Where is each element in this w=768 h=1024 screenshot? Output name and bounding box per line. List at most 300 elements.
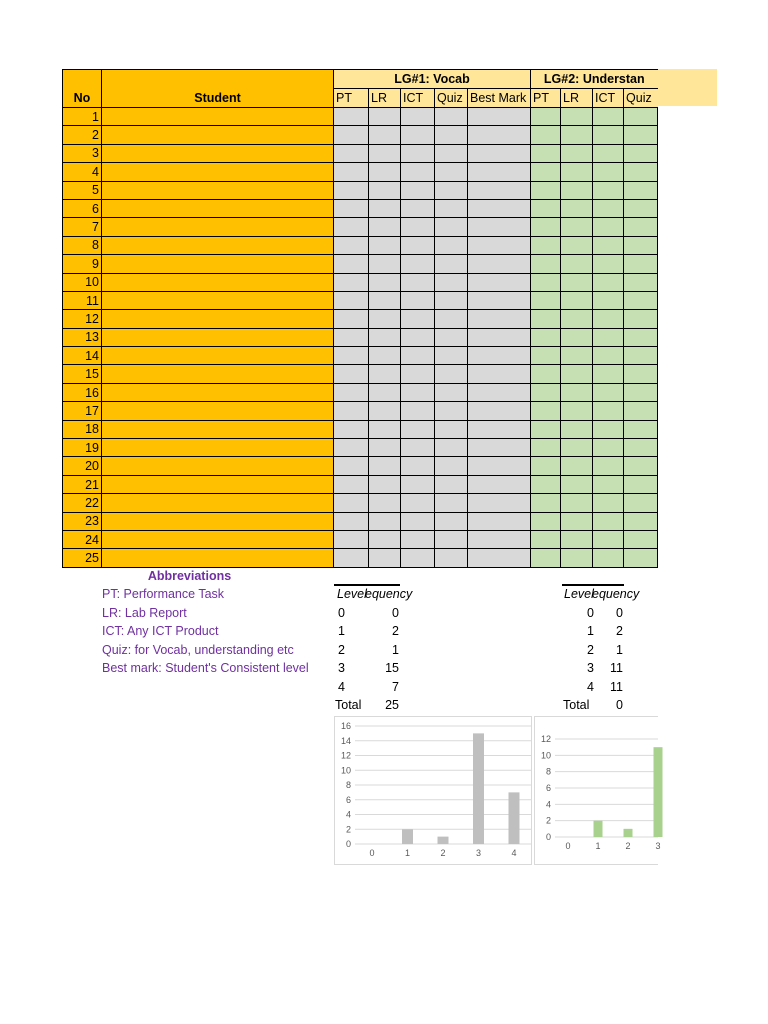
- lg1-score-cell[interactable]: [435, 494, 468, 512]
- lg2-score-cell[interactable]: [561, 365, 593, 383]
- lg2-score-cell[interactable]: [561, 126, 593, 144]
- student-name-cell[interactable]: [102, 347, 334, 365]
- lg1-score-cell[interactable]: [435, 347, 468, 365]
- lg1-score-cell[interactable]: [334, 494, 369, 512]
- lg2-score-cell[interactable]: [561, 494, 593, 512]
- lg2-score-cell[interactable]: [531, 365, 561, 383]
- lg2-score-cell[interactable]: [593, 457, 624, 475]
- lg2-score-cell[interactable]: [531, 291, 561, 309]
- student-name-cell[interactable]: [102, 494, 334, 512]
- freq-row: [334, 678, 414, 696]
- lg1-score-cell[interactable]: [334, 163, 369, 181]
- lg2-score-cell[interactable]: [624, 108, 658, 126]
- lg1-score-cell[interactable]: [369, 255, 401, 273]
- lg2-score-cell[interactable]: [531, 181, 561, 199]
- lg1-score-cell[interactable]: [334, 512, 369, 530]
- lg1-score-cell[interactable]: [334, 255, 369, 273]
- lg2-score-cell[interactable]: [624, 457, 658, 475]
- lg1-score-cell[interactable]: [334, 457, 369, 475]
- lg1-score-cell[interactable]: [468, 420, 531, 438]
- lg1-score-cell[interactable]: [369, 457, 401, 475]
- lg1-score-cell[interactable]: [334, 144, 369, 162]
- lg2-score-cell[interactable]: [561, 530, 593, 548]
- lg2-header-overflow: [657, 69, 717, 106]
- row-number: 23: [63, 512, 102, 530]
- lg1-score-cell[interactable]: [334, 383, 369, 401]
- lg1-score-cell[interactable]: [369, 273, 401, 291]
- lg2-score-cell[interactable]: [593, 181, 624, 199]
- lg2-score-cell[interactable]: [624, 420, 658, 438]
- lg1-score-cell[interactable]: [435, 199, 468, 217]
- lg1-score-cell[interactable]: [468, 273, 531, 291]
- lg2-score-cell[interactable]: [593, 291, 624, 309]
- no-header: No: [63, 89, 102, 108]
- lg2-score-cell[interactable]: [593, 310, 624, 328]
- lg2-score-cell[interactable]: [593, 439, 624, 457]
- freq-total-row: [562, 696, 642, 714]
- freq-level: 1: [587, 624, 594, 639]
- bar: [509, 792, 520, 844]
- lg1-score-cell[interactable]: [401, 494, 435, 512]
- student-name-cell[interactable]: [102, 420, 334, 438]
- lg1-score-cell[interactable]: [468, 530, 531, 548]
- lg1-score-cell[interactable]: [468, 144, 531, 162]
- lg1-score-cell[interactable]: [401, 255, 435, 273]
- lg2-score-cell[interactable]: [593, 273, 624, 291]
- lg2-score-cell[interactable]: [624, 236, 658, 254]
- lg2-score-cell[interactable]: [593, 144, 624, 162]
- lg1-score-cell[interactable]: [401, 347, 435, 365]
- lg1-score-cell[interactable]: [334, 402, 369, 420]
- lg2-score-cell[interactable]: [624, 383, 658, 401]
- lg1-score-cell[interactable]: [468, 163, 531, 181]
- lg1-score-cell[interactable]: [334, 549, 369, 567]
- lg1-score-cell[interactable]: [401, 181, 435, 199]
- student-name-cell[interactable]: [102, 365, 334, 383]
- table-row: [63, 273, 658, 291]
- lg1-score-cell[interactable]: [334, 310, 369, 328]
- lg2-score-cell[interactable]: [531, 199, 561, 217]
- lg2-score-cell[interactable]: [624, 365, 658, 383]
- student-name-cell[interactable]: [102, 144, 334, 162]
- lg1-score-cell[interactable]: [334, 347, 369, 365]
- lg1-score-cell[interactable]: [369, 439, 401, 457]
- student-name-cell[interactable]: [102, 255, 334, 273]
- lg1-score-cell[interactable]: [369, 126, 401, 144]
- lg1-score-cell[interactable]: [401, 420, 435, 438]
- lg2-score-cell[interactable]: [593, 383, 624, 401]
- lg1-score-cell[interactable]: [334, 199, 369, 217]
- lg2-score-cell[interactable]: [531, 439, 561, 457]
- row-number: 18: [63, 420, 102, 438]
- lg1-score-cell[interactable]: [369, 218, 401, 236]
- lg1-score-cell[interactable]: [334, 181, 369, 199]
- lg1-score-cell[interactable]: [468, 236, 531, 254]
- lg2-score-cell[interactable]: [561, 310, 593, 328]
- student-name-cell[interactable]: [102, 273, 334, 291]
- student-name-cell[interactable]: [102, 181, 334, 199]
- lg2-score-cell[interactable]: [531, 475, 561, 493]
- lg1-score-cell[interactable]: [401, 126, 435, 144]
- lg1-score-cell[interactable]: [468, 457, 531, 475]
- lg2-score-cell[interactable]: [531, 420, 561, 438]
- freq-level: 3: [587, 661, 594, 676]
- lg2-score-cell[interactable]: [624, 475, 658, 493]
- lg2-score-cell[interactable]: [624, 512, 658, 530]
- lg2-score-cell[interactable]: [561, 273, 593, 291]
- lg1-score-cell[interactable]: [369, 549, 401, 567]
- lg2-score-cell[interactable]: [561, 181, 593, 199]
- lg1-score-cell[interactable]: [401, 218, 435, 236]
- student-name-cell[interactable]: [102, 236, 334, 254]
- lg2-score-cell[interactable]: [624, 310, 658, 328]
- lg2-score-cell[interactable]: [624, 530, 658, 548]
- lg2-score-cell[interactable]: [561, 347, 593, 365]
- lg1-score-cell[interactable]: [435, 457, 468, 475]
- y-tick-label: 0: [345, 839, 351, 849]
- freq-header: [562, 584, 640, 604]
- lg2-score-cell[interactable]: [624, 163, 658, 181]
- lg1-score-cell[interactable]: [435, 310, 468, 328]
- lg1-score-cell[interactable]: [401, 530, 435, 548]
- row-number: 2: [63, 126, 102, 144]
- lg1-score-cell[interactable]: [435, 328, 468, 346]
- student-name-cell[interactable]: [102, 310, 334, 328]
- lg2-score-cell[interactable]: [624, 181, 658, 199]
- lg1-score-cell[interactable]: [435, 365, 468, 383]
- lg1-score-cell[interactable]: [401, 163, 435, 181]
- lg1-score-cell[interactable]: [435, 420, 468, 438]
- lg1-score-cell[interactable]: [435, 144, 468, 162]
- lg1-score-cell[interactable]: [468, 255, 531, 273]
- lg2-score-cell[interactable]: [593, 494, 624, 512]
- lg1-score-cell[interactable]: [468, 475, 531, 493]
- lg2-score-cell[interactable]: [593, 255, 624, 273]
- lg2-score-cell[interactable]: [624, 291, 658, 309]
- table-row: [63, 383, 658, 401]
- freq-row: [562, 659, 642, 677]
- lg1-score-cell[interactable]: [369, 310, 401, 328]
- lg1-score-cell[interactable]: [401, 402, 435, 420]
- lg1-score-cell[interactable]: [401, 108, 435, 126]
- lg2-score-cell[interactable]: [531, 236, 561, 254]
- lg1-score-cell[interactable]: [468, 512, 531, 530]
- lg2-score-cell[interactable]: [561, 420, 593, 438]
- lg2-score-cell[interactable]: [624, 549, 658, 567]
- student-name-cell[interactable]: [102, 163, 334, 181]
- lg1-score-cell[interactable]: [435, 126, 468, 144]
- lg2-score-cell[interactable]: [593, 163, 624, 181]
- student-name-cell[interactable]: [102, 549, 334, 567]
- lg1-score-cell[interactable]: [401, 144, 435, 162]
- lg2-score-cell[interactable]: [531, 549, 561, 567]
- student-name-cell[interactable]: [102, 199, 334, 217]
- lg1-score-cell[interactable]: [401, 549, 435, 567]
- lg2-score-cell[interactable]: [531, 512, 561, 530]
- row-number: 25: [63, 549, 102, 567]
- lg2-score-cell[interactable]: [624, 218, 658, 236]
- lg1-score-cell[interactable]: [401, 475, 435, 493]
- lg1-score-cell[interactable]: [369, 383, 401, 401]
- lg2-score-cell[interactable]: [593, 365, 624, 383]
- lg2-score-cell[interactable]: [624, 273, 658, 291]
- lg1-score-cell[interactable]: [435, 439, 468, 457]
- table-row: [63, 255, 658, 273]
- lg1-score-cell[interactable]: [468, 494, 531, 512]
- lg1-score-cell[interactable]: [435, 549, 468, 567]
- freq-row: [562, 622, 642, 640]
- lg1-score-cell[interactable]: [369, 420, 401, 438]
- lg1-score-cell[interactable]: [334, 236, 369, 254]
- lg2-score-cell[interactable]: [593, 126, 624, 144]
- lg2-score-cell[interactable]: [531, 347, 561, 365]
- lg1-score-cell[interactable]: [435, 273, 468, 291]
- table-row: [63, 199, 658, 217]
- lg2-score-cell[interactable]: [593, 218, 624, 236]
- lg2-score-cell[interactable]: [624, 144, 658, 162]
- lg2-score-cell[interactable]: [561, 512, 593, 530]
- lg2-score-cell[interactable]: [593, 402, 624, 420]
- table-row: [63, 365, 658, 383]
- lg1-score-cell[interactable]: [334, 328, 369, 346]
- lg2-score-cell[interactable]: [531, 108, 561, 126]
- lg2-score-cell[interactable]: [561, 163, 593, 181]
- lg1-score-cell[interactable]: [401, 512, 435, 530]
- lg1-score-cell[interactable]: [468, 439, 531, 457]
- lg1-score-cell[interactable]: [369, 347, 401, 365]
- row-number: 19: [63, 439, 102, 457]
- lg1-score-cell[interactable]: [369, 494, 401, 512]
- abbreviation-item: Best mark: Student's Consistent level: [102, 660, 309, 675]
- lg2-score-cell[interactable]: [593, 328, 624, 346]
- lg1-score-cell[interactable]: [435, 181, 468, 199]
- table-row: [63, 420, 658, 438]
- lg2-score-cell[interactable]: [593, 549, 624, 567]
- student-name-cell[interactable]: [102, 512, 334, 530]
- student-name-cell[interactable]: [102, 291, 334, 309]
- lg1-score-cell[interactable]: [468, 402, 531, 420]
- lg2-score-cell[interactable]: [561, 108, 593, 126]
- lg1-score-cell[interactable]: [334, 439, 369, 457]
- lg2-score-cell[interactable]: [561, 475, 593, 493]
- lg2-score-cell[interactable]: [531, 457, 561, 475]
- lg1-score-cell[interactable]: [468, 126, 531, 144]
- row-number: 7: [63, 218, 102, 236]
- lg2-score-cell[interactable]: [561, 236, 593, 254]
- lg1-score-cell[interactable]: [369, 402, 401, 420]
- student-name-cell[interactable]: [102, 439, 334, 457]
- lg2-score-cell[interactable]: [561, 291, 593, 309]
- lg2-score-cell[interactable]: [561, 328, 593, 346]
- lg1-score-cell[interactable]: [468, 347, 531, 365]
- lg1-score-cell[interactable]: [401, 439, 435, 457]
- lg2-score-cell[interactable]: [561, 457, 593, 475]
- row-number: 3: [63, 144, 102, 162]
- grade-sheet: [62, 69, 657, 568]
- row-number: 22: [63, 494, 102, 512]
- lg1-score-cell[interactable]: [468, 328, 531, 346]
- student-name-cell[interactable]: [102, 108, 334, 126]
- lg2-score-cell[interactable]: [593, 530, 624, 548]
- lg1-score-cell[interactable]: [401, 273, 435, 291]
- freq-count: 0: [616, 606, 623, 620]
- student-name-cell[interactable]: [102, 126, 334, 144]
- y-tick-label: 12: [540, 734, 551, 744]
- lg1-score-cell[interactable]: [401, 310, 435, 328]
- lg2-score-cell[interactable]: [531, 126, 561, 144]
- lg1-score-cell[interactable]: [435, 108, 468, 126]
- lg1-score-cell[interactable]: [369, 199, 401, 217]
- lg1-score-cell[interactable]: [435, 236, 468, 254]
- lg2-score-cell[interactable]: [624, 126, 658, 144]
- freq-total-label: Total: [563, 697, 590, 712]
- lg1-score-cell[interactable]: [369, 144, 401, 162]
- freq-count: 15: [385, 661, 399, 676]
- lg1-score-cell[interactable]: [369, 530, 401, 548]
- lg1-score-cell[interactable]: [334, 365, 369, 383]
- lg2-score-cell[interactable]: [624, 402, 658, 420]
- lg1-score-cell[interactable]: [468, 383, 531, 401]
- student-name-cell[interactable]: [102, 383, 334, 401]
- lg2-score-cell[interactable]: [531, 144, 561, 162]
- freq-level: 0: [587, 606, 594, 620]
- lg1-score-cell[interactable]: [334, 420, 369, 438]
- lg2-score-cell[interactable]: [593, 347, 624, 365]
- freq-count: 1: [616, 642, 623, 657]
- lg1-score-cell[interactable]: [468, 218, 531, 236]
- lg1-score-cell[interactable]: [435, 475, 468, 493]
- lg1-score-cell[interactable]: [369, 163, 401, 181]
- lg1-score-cell[interactable]: [334, 218, 369, 236]
- lg2-score-cell[interactable]: [531, 255, 561, 273]
- lg1-score-cell[interactable]: [334, 126, 369, 144]
- lg1-score-cell[interactable]: [435, 530, 468, 548]
- lg1-score-cell[interactable]: [435, 218, 468, 236]
- lg2-score-cell[interactable]: [593, 512, 624, 530]
- student-name-cell[interactable]: [102, 530, 334, 548]
- lg2-score-cell[interactable]: [593, 108, 624, 126]
- table-row: [63, 549, 658, 567]
- lg2-score-cell[interactable]: [531, 328, 561, 346]
- lg1-score-cell[interactable]: [334, 108, 369, 126]
- lg1-score-cell[interactable]: [401, 365, 435, 383]
- lg2-score-cell[interactable]: [593, 236, 624, 254]
- y-tick-label: 10: [340, 765, 351, 776]
- lg2-score-cell[interactable]: [624, 199, 658, 217]
- lg1-score-cell[interactable]: [468, 181, 531, 199]
- lg2-score-cell[interactable]: [561, 144, 593, 162]
- x-tick-label: 0: [565, 841, 571, 851]
- lg2-score-cell[interactable]: [531, 218, 561, 236]
- lg1-score-cell[interactable]: [435, 383, 468, 401]
- lg2-score-cell[interactable]: [531, 310, 561, 328]
- lg2-score-cell[interactable]: [593, 199, 624, 217]
- lg1-col-header: Best Mark: [468, 89, 531, 108]
- student-name-cell[interactable]: [102, 402, 334, 420]
- freq-count: 7: [392, 679, 399, 694]
- lg1-score-cell[interactable]: [334, 291, 369, 309]
- lg2-score-cell[interactable]: [593, 420, 624, 438]
- x-tick-label: 1: [595, 841, 601, 851]
- lg1-score-cell[interactable]: [369, 512, 401, 530]
- lg1-score-cell[interactable]: [401, 291, 435, 309]
- lg1-score-cell[interactable]: [468, 108, 531, 126]
- lg1-score-cell[interactable]: [369, 475, 401, 493]
- row-number: 13: [63, 328, 102, 346]
- student-name-cell[interactable]: [102, 218, 334, 236]
- student-name-cell[interactable]: [102, 328, 334, 346]
- lg1-score-cell[interactable]: [401, 328, 435, 346]
- lg1-score-cell[interactable]: [401, 236, 435, 254]
- lg2-score-cell[interactable]: [561, 402, 593, 420]
- lg1-score-cell[interactable]: [369, 236, 401, 254]
- lg2-score-cell[interactable]: [531, 530, 561, 548]
- lg1-score-cell[interactable]: [435, 402, 468, 420]
- lg1-score-cell[interactable]: [468, 365, 531, 383]
- lg2-score-cell[interactable]: [561, 549, 593, 567]
- lg2-score-cell[interactable]: [561, 255, 593, 273]
- lg2-score-cell[interactable]: [561, 199, 593, 217]
- lg2-score-cell[interactable]: [531, 383, 561, 401]
- table-row: [63, 457, 658, 475]
- row-number: 4: [63, 163, 102, 181]
- lg2-score-cell[interactable]: [624, 347, 658, 365]
- lg1-score-cell[interactable]: [468, 549, 531, 567]
- lg2-score-cell[interactable]: [624, 328, 658, 346]
- freq-total-label: Total: [335, 697, 362, 712]
- lg1-score-cell[interactable]: [401, 199, 435, 217]
- lg2-score-cell[interactable]: [624, 494, 658, 512]
- lg1-score-cell[interactable]: [435, 291, 468, 309]
- lg1-score-cell[interactable]: [334, 530, 369, 548]
- freq-total-row: [334, 696, 414, 714]
- lg1-score-cell[interactable]: [468, 199, 531, 217]
- lg1-score-cell[interactable]: [369, 365, 401, 383]
- lg2-score-cell[interactable]: [561, 383, 593, 401]
- lg1-score-cell[interactable]: [369, 108, 401, 126]
- student-name-cell[interactable]: [102, 475, 334, 493]
- lg1-score-cell[interactable]: [401, 457, 435, 475]
- lg1-score-cell[interactable]: [468, 310, 531, 328]
- lg1-score-cell[interactable]: [334, 475, 369, 493]
- freq-level: 2: [587, 642, 594, 657]
- table-row: [63, 494, 658, 512]
- abbreviations-title: Abbreviations: [147, 569, 232, 583]
- lg1-score-cell[interactable]: [435, 255, 468, 273]
- lg2-score-cell[interactable]: [561, 218, 593, 236]
- lg2-score-cell[interactable]: [561, 439, 593, 457]
- lg1-score-cell[interactable]: [435, 163, 468, 181]
- lg1-score-cell[interactable]: [401, 383, 435, 401]
- lg1-score-cell[interactable]: [369, 291, 401, 309]
- lg1-score-cell[interactable]: [334, 273, 369, 291]
- lg1-score-cell[interactable]: [435, 512, 468, 530]
- lg2-score-cell[interactable]: [624, 255, 658, 273]
- lg1-score-cell[interactable]: [468, 291, 531, 309]
- lg2-score-cell[interactable]: [531, 163, 561, 181]
- lg2-score-cell[interactable]: [531, 402, 561, 420]
- lg1-score-cell[interactable]: [369, 328, 401, 346]
- lg2-score-cell[interactable]: [531, 494, 561, 512]
- table-row: [63, 108, 658, 126]
- lg2-score-cell[interactable]: [593, 475, 624, 493]
- chart-lg2-svg: [535, 717, 661, 864]
- lg2-score-cell[interactable]: [531, 273, 561, 291]
- freq-count: 11: [610, 661, 623, 676]
- lg2-score-cell[interactable]: [624, 439, 658, 457]
- lg1-score-cell[interactable]: [369, 181, 401, 199]
- student-name-cell[interactable]: [102, 457, 334, 475]
